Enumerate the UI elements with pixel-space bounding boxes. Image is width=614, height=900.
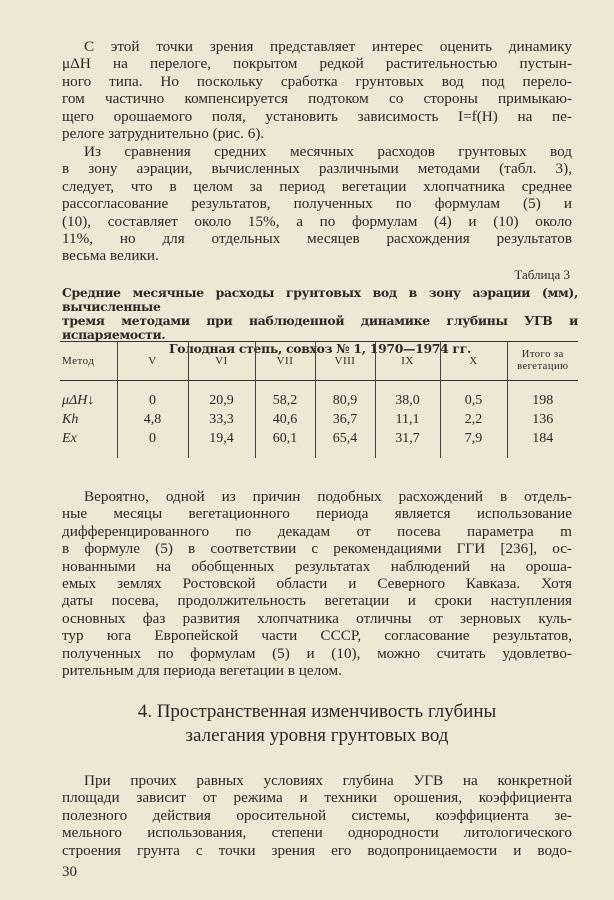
text-line: площади зависит от режима и техники орошения, коэффициента [62,789,572,807]
value-cell: 0 [117,429,188,458]
value-cell: 0,5 [440,381,507,411]
text-line: полезного действия оросительной системы, коэффициента зе- [62,806,572,824]
text-line: весьма велики. [62,247,159,265]
text-line: дифференцированного по декадам от посева параметра m [62,522,572,540]
value-cell: 4,8 [117,410,188,429]
method-cell: μΔH↓ [62,392,95,408]
value-cell: 80,9 [315,381,375,411]
table-row [60,429,578,458]
value-cell: 65,4 [315,429,375,458]
text-line: в формуле (5) в соответствии с рекомендациями ГГИ [236], ос- [62,540,572,558]
column-header: IX [375,342,440,381]
value-cell: 33,3 [188,410,255,429]
column-header: VII [255,342,315,381]
method-cell: Ex [62,430,77,446]
value-cell: 58,2 [255,381,315,411]
value-cell: 20,9 [188,381,255,411]
text-line: строения грунта с точки зрения его водопроницаемости и водо- [62,841,572,859]
text-line: С этой точки зрения представляет интерес оценить динамику [84,38,572,55]
value-cell: 0 [117,381,188,411]
column-header: VI [188,342,255,381]
text-line: емых землях Ростовской области и Северного Кавказа. Хотя [62,574,572,592]
text-line: следует, что в целом за период вегетации хлопчатника среднее [62,177,572,195]
table-row [60,410,578,429]
table-number: Таблица 3 [514,267,570,282]
paragraph-2 [62,143,572,265]
column-header: Итого за вегетацию [507,342,578,381]
text-line: Из сравнения средних месячных расходов грунтовых вод [84,143,572,160]
section-title-line-2: залегания уровня грунтовых вод [185,725,449,746]
paragraph-3 [62,488,572,679]
text-line: тур юга Европейской части СССР, согласование результатов, [62,627,572,645]
value-cell: 11,1 [375,410,440,429]
paragraph-4 [62,772,572,859]
text-line: даты посева, продолжительность вегетации и сроки наступления [62,592,572,610]
text-line: нованными на обобщенных результатах наблюдений на ороша- [62,557,572,575]
caption-line: тремя методами при наблюденной динамике глубины УГВ и испаряемости. [62,313,578,342]
text-line: ного типа. Но поскольку сработка грунтовых вод под перело- [62,72,572,90]
section-title-line-1: 4. Пространственная изменчивость глубины [137,701,497,722]
caption-line: Средние месячные расходы грунтовых вод в зону аэрации (мм), вычисленные [62,285,578,314]
text-line: полученных по формулам (5) и (10), можно считать удовлетво- [62,644,572,662]
text-line: При прочих равных условиях глубина УГВ на конкретной [84,772,572,789]
value-cell: 60,1 [255,429,315,458]
value-cell: 7,9 [440,429,507,458]
value-cell: 136 [507,410,578,429]
method-cell: Kh [62,411,79,427]
text-line: ные месяцы вегетационного периода является использование [62,505,572,523]
text-line: (10), составляет около 15%, а по формулам (4) и (10) около [62,212,572,230]
value-cell: 40,6 [255,410,315,429]
value-cell: 198 [507,381,578,411]
column-header: Метод [60,342,117,381]
column-header: V [117,342,188,381]
data-table [60,341,578,458]
value-cell: 31,7 [375,429,440,458]
column-header: X [440,342,507,381]
text-line: основных фаз развития хлопчатника отличны от зерновых куль- [62,609,572,627]
value-cell: 184 [507,429,578,458]
caption-line: Голодная степь, совхоз № 1, 1970—1974 гг. [168,341,472,356]
page-number: 30 [62,864,77,880]
text-line: μΔH на перелоге, покрытом редкой растительностью пустын- [62,55,572,73]
text-line: мельного использования, степени однородности литологического [62,824,572,842]
value-cell: 38,0 [375,381,440,411]
value-cell: 36,7 [315,410,375,429]
text-line: щего орошаемого поля, установить зависимость I=f(H) на пе- [62,107,572,125]
paragraph-1 [62,38,572,142]
column-header: VIII [315,342,375,381]
text-line: в зону аэрации, вычисленных различными методами (табл. 3), [62,160,572,178]
text-line: рассогласование результатов, полученных по формулам (5) и [62,195,572,213]
table-row [60,381,578,411]
text-line: Вероятно, одной из причин подобных расхождений в отдель- [84,488,572,505]
text-line: рительным для периода вегетации в целом. [62,661,342,679]
value-cell: 2,2 [440,410,507,429]
text-line: 11%, но для отдельных месяцев расхождения результатов [62,229,572,247]
value-cell: 19,4 [188,429,255,458]
text-line: гом частично компенсируется подтоком со стороны примыкаю- [62,90,572,108]
text-line: релоге затруднительно (рис. 6). [62,124,265,142]
